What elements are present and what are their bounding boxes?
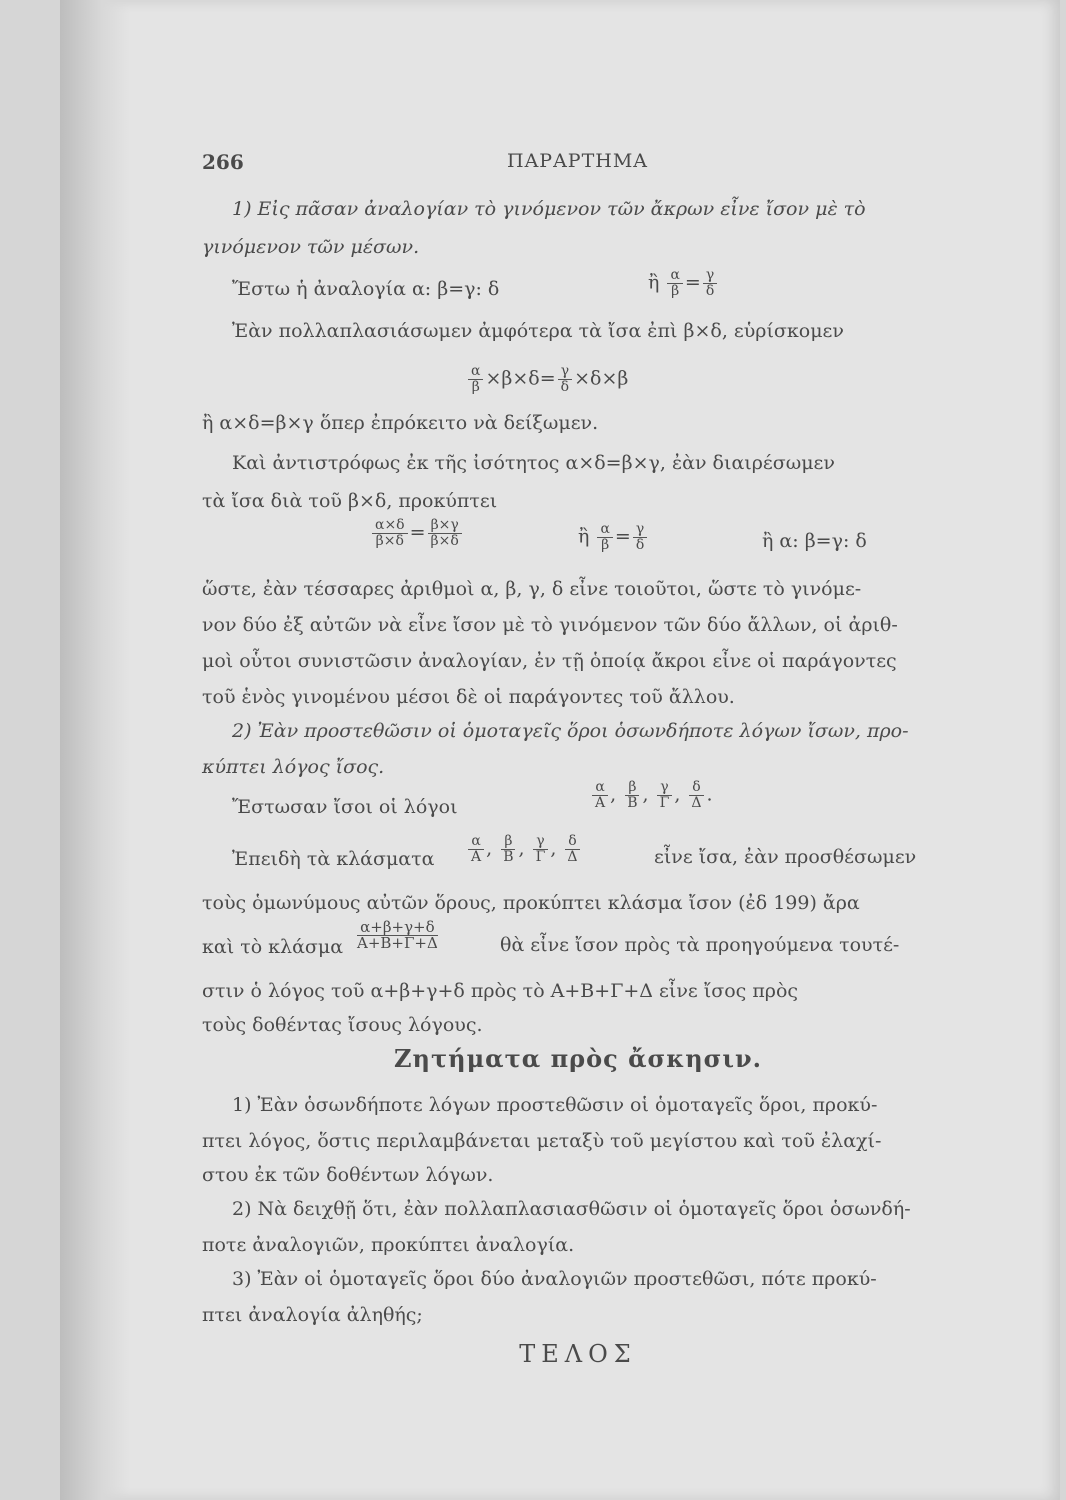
exercise-2-line2: ποτε ἀναλογιῶν, προκύπτει ἀναλογία.: [202, 1234, 575, 1256]
sum-fraction: $\frac{\alpha+\beta+\gamma+\delta}{A+B+\Gamma+\Delta}$: [357, 918, 438, 952]
prop2-line6b: θὰ εἶνε ἴσον πρὸς τὰ προηγούμενα τουτέ-: [500, 934, 900, 956]
fraction-a-b: $\frac{\alpha}{\beta}$: [667, 268, 682, 299]
running-head: ΠΑΡΑΡΤΗΜΑ: [507, 150, 648, 172]
prop1-line12: τοῦ ἑνὸς γινομένου μέσοι δὲ οἱ παράγοντες τοῦ ἄλλου.: [202, 686, 735, 708]
page-number: 266: [202, 150, 244, 174]
page-fold-shadow: [60, 0, 130, 1500]
proportion-fraction-1: ἢ $\frac{\alpha}{\beta}$ = $\frac{\gamma}{\delta}$: [648, 268, 719, 299]
exercise-1-line2: πτει λόγος, ὅστις περιλαμβάνεται μεταξὺ τοῦ μεγίστου καὶ τοῦ ἐλαχί-: [202, 1130, 882, 1152]
prop2-line5: τοὺς ὁμωνύμους αὐτῶν ὅρους, προκύπτει κλάσμα ἴσον (ἐδ 199) ἄρα: [202, 892, 860, 914]
prop2-line8: τοὺς δοθέντας ἴσους λόγους.: [202, 1014, 483, 1036]
prop1-line3: Ἔστω ἡ ἀναλογία α: β=γ: δ: [232, 278, 500, 300]
multiplied-equation: $\frac{\alpha}{\beta}$ ×β×δ= $\frac{\gamma}{\delta}$ ×δ×β: [466, 364, 628, 395]
prop1-line2: γινόμενον τῶν μέσων.: [202, 236, 420, 258]
prop1-line9: ὥστε, ἐὰν τέσσαρες ἀριθμοὶ α, β, γ, δ εἶνε τοιοῦτοι, ὥστε τὸ γινόμε-: [202, 578, 862, 600]
prop1-line5: ἢ α×δ=β×γ ὅπερ ἐπρόκειτο νὰ δείξωμεν.: [202, 412, 599, 434]
proportion-fraction-2: ἢ $\frac{\alpha}{\beta}$ = $\frac{\gamma}{\delta}$: [578, 522, 649, 553]
prop2-line2: κύπτει λόγος ἴσος.: [202, 756, 385, 778]
exercises-heading: Ζητήματα πρὸς ἄσκησιν.: [394, 1044, 762, 1073]
prop2-line7: στιν ὁ λόγος τοῦ α+β+γ+δ πρὸς τὸ Α+Β+Γ+Δ εἶνε ἴσος πρὸς: [202, 980, 799, 1002]
prop2-line4b: εἶνε ἴσα, ἐὰν προσθέσωμεν: [654, 846, 917, 868]
prop2-line4a: Ἐπειδὴ τὰ κλάσματα: [232, 848, 435, 870]
divided-equation: $\frac{\alpha\times\delta}{\beta\times\delta}$ = $\frac{\beta\times\gamma}{\beta\times\delta}$: [370, 518, 464, 549]
end-mark: ΤΕΛΟΣ: [519, 1340, 637, 1368]
exercise-3-line1: 3) Ἐὰν οἱ ὁμοταγεῖς ὅροι δύο ἀναλογιῶν προστεθῶσι, πότε προκύ-: [232, 1268, 877, 1290]
prop1-line4: Ἐὰν πολλαπλασιάσωμεν ἀμφότερα τὰ ἴσα ἐπὶ β×δ, εὑρίσκομεν: [232, 320, 844, 342]
fraction-g-d: $\frac{\gamma}{\delta}$: [703, 268, 717, 299]
prop2-line1: 2) Ἐὰν προστεθῶσιν οἱ ὁμοταγεῖς ὅροι ὁσωνδήποτε λόγων ἴσων, προ-: [232, 720, 909, 742]
prop1-line1: 1) Εἰς πᾶσαν ἀναλογίαν τὸ γινόμενον τῶν ἄκρων εἶνε ἴσον μὲ τὸ: [232, 198, 866, 220]
exercise-1-line3: στου ἐκ τῶν δοθέντων λόγων.: [202, 1164, 494, 1186]
or-word: ἢ: [648, 271, 660, 294]
prop1-line6: Καὶ ἀντιστρόφως ἐκ τῆς ἰσότητος α×δ=β×γ, ἐὰν διαιρέσωμεν: [232, 452, 835, 474]
exercise-3-line2: πτει ἀναλογία ἀληθής;: [202, 1304, 423, 1326]
proportion-colon: ἢ α: β=γ: δ: [762, 530, 867, 552]
prop2-line6a: καὶ τὸ κλάσμα: [202, 936, 344, 958]
prop2-line3: Ἔστωσαν ἴσοι οἱ λόγοι: [232, 796, 458, 818]
fractions-list: $\frac{\alpha}{A}$ , $\frac{\beta}{B}$ , $\frac{\gamma}{\Gamma}$ , $\frac{\delta}{\Delta}$: [466, 834, 583, 865]
prop1-line7: τὰ ἴσα διὰ τοῦ β×δ, προκύπτει: [202, 490, 498, 512]
prop1-line11: μοὶ οὗτοι συνιστῶσιν ἀναλογίαν, ἐν τῇ ὁποίᾳ ἄκροι εἶνε οἱ παράγοντες: [202, 650, 897, 672]
equal-ratios: $\frac{\alpha}{A}$ , $\frac{\beta}{B}$ , $\frac{\gamma}{\Gamma}$ , $\frac{\delta}{\Delta}$ .: [590, 780, 713, 811]
prop1-line10: νον δύο ἐξ αὐτῶν νὰ εἶνε ἴσον μὲ τὸ γινόμενον τῶν δύο ἄλλων, οἱ ἀριθ-: [202, 614, 898, 636]
exercise-1-line1: 1) Ἐὰν ὁσωνδήποτε λόγων προστεθῶσιν οἱ ὁμοταγεῖς ὅροι, προκύ-: [232, 1094, 878, 1116]
exercise-2-line1: 2) Νὰ δειχθῇ ὅτι, ἐὰν πολλαπλασιασθῶσιν οἱ ὁμοταγεῖς ὅροι ὁσωνδή-: [232, 1198, 911, 1220]
